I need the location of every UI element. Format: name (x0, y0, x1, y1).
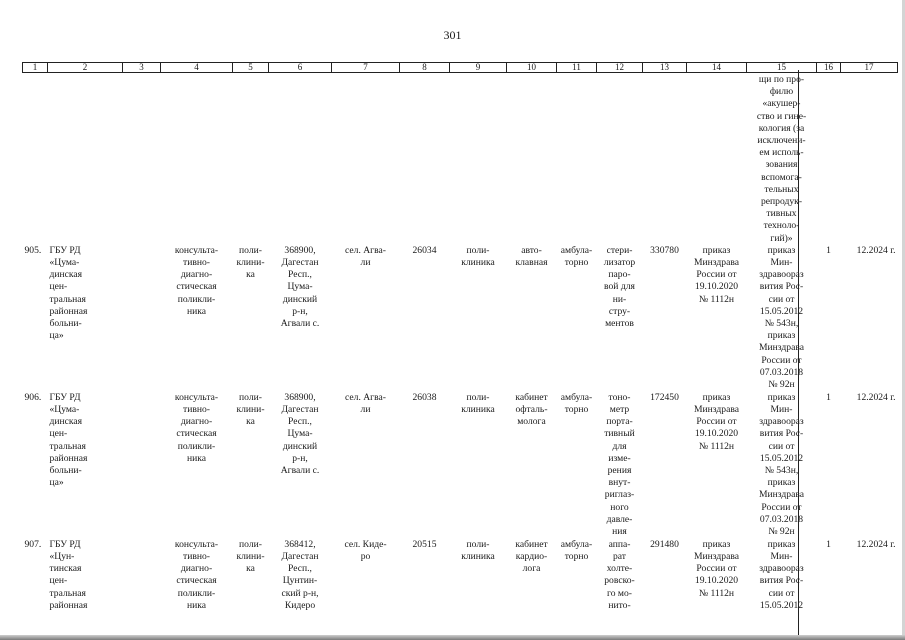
facility-type: поли- клини- ка (236, 244, 265, 281)
settlement: сел. Киде- ро (344, 538, 387, 563)
settlement: сел. Агва- ли (345, 391, 386, 416)
column-number: 13 (643, 63, 687, 73)
row-number: 907. (24, 538, 42, 550)
column-number: 4 (161, 63, 233, 73)
date: 12.2024 г. (856, 244, 896, 256)
code: 26034 (412, 244, 437, 256)
care-mode: амбула- торно (560, 538, 593, 563)
continuation-row (23, 73, 898, 245)
code: 26038 (412, 391, 437, 403)
equipment: стери- лизатор паро- вой для ни- стру- ментов (603, 244, 636, 330)
organization: ГБУ РД «Цун- тинская цен- тральная районная (49, 538, 88, 611)
organization: ГБУ РД «Цума- динская цен- тральная районная больни- ца» (49, 391, 88, 489)
column-divider (798, 70, 799, 640)
division: поли- клиника (461, 391, 495, 416)
address: 368900, Дагестан Респ., Цума- динский р-н, Агвали с. (280, 244, 320, 330)
column-number: 11 (557, 63, 597, 73)
column-number: 5 (233, 63, 269, 73)
price: 291480 (650, 538, 679, 550)
code: 20515 (412, 538, 437, 550)
column-number: 3 (123, 63, 161, 73)
table-row (23, 392, 898, 539)
address: 368412, Дагестан Респ., Цунтин- ский р-н, Кидеро (281, 538, 319, 611)
column-number: 17 (841, 63, 898, 73)
price: 330780 (650, 244, 679, 256)
quantity: 1 (826, 244, 831, 256)
column-number: 8 (400, 63, 450, 73)
column-number: 10 (507, 63, 557, 73)
division: поли- клиника (461, 538, 495, 563)
unit: консульта- тивно- диагно- стическая поликли- ника (174, 391, 219, 464)
column-number: 1 (23, 63, 48, 73)
table-row (23, 245, 898, 392)
order: приказ Минздрава России от 19.10.2020 № 1112н (693, 244, 739, 305)
division: поли- клиника (461, 244, 495, 269)
order: приказ Минздрава России от 19.10.2020 № 1112н (693, 391, 739, 452)
column-number: 7 (332, 63, 400, 73)
order: приказ Минздрава России от 19.10.2020 № 1112н (693, 538, 739, 599)
price: 172450 (650, 391, 679, 403)
medical-equipment-table (22, 62, 898, 612)
row-number: 905. (24, 244, 42, 256)
continuation-text: щи по про- филю «акушер- ство и гине- кология (за исключени- ем исполь- зования вспомога- тельных репродук- тивных техноло- гий)» (756, 74, 807, 244)
column-number: 9 (450, 63, 507, 73)
date: 12.2024 г. (856, 538, 896, 550)
page-number: 301 (443, 28, 462, 42)
quantity: 1 (826, 391, 831, 403)
care-mode: амбула- торно (560, 244, 593, 269)
standard: приказ Мин- здравоораз вития Рос- сии от 15.05.2012 (759, 538, 804, 611)
row-number: 906. (24, 391, 42, 403)
room: кабинет офталь- молога (515, 391, 548, 428)
facility-type: поли- клини- ка (236, 538, 265, 575)
organization: ГБУ РД «Цума- динская цен- тральная районная больни- ца» (49, 244, 88, 342)
standard: приказ Мин- здравоораз вития Рос- сии от 15.05.2012 № 543н, приказ Минздрава России от 07.03.2018 № 92н (758, 244, 804, 391)
column-number: 12 (597, 63, 643, 73)
equipment: аппа- рат холте- ровско- го мо- нито- (604, 538, 635, 611)
column-number: 2 (48, 63, 123, 73)
facility-type: поли- клини- ка (236, 391, 265, 428)
standard: приказ Мин- здравоораз вития Рос- сии от 15.05.2012 № 543н, приказ Минздрава России от 07.03.2018 № 92н (758, 391, 804, 538)
column-number: 16 (817, 63, 841, 73)
address: 368900, Дагестан Респ., Цума- динский р-н, Агвали с. (280, 391, 320, 477)
column-number: 15 (747, 63, 817, 73)
date: 12.2024 г. (856, 391, 896, 403)
settlement: сел. Агва- ли (345, 244, 386, 269)
column-number: 6 (269, 63, 332, 73)
quantity: 1 (826, 538, 831, 550)
table-row (23, 539, 898, 612)
care-mode: амбула- торно (560, 391, 593, 416)
unit: консульта- тивно- диагно- стическая поликли- ника (174, 244, 219, 317)
column-number: 14 (687, 63, 747, 73)
scan-edge-shadow (0, 635, 905, 640)
room: кабинет кардио- лога (515, 538, 548, 575)
unit: консульта- тивно- диагно- стическая поликли- ника (174, 538, 219, 611)
equipment: тоно- метр порта- тивный для изме- рения внут- риглаз- ного давле- ния (604, 391, 635, 538)
column-number-header-row (23, 63, 898, 73)
room: авто- клавная (515, 244, 548, 269)
